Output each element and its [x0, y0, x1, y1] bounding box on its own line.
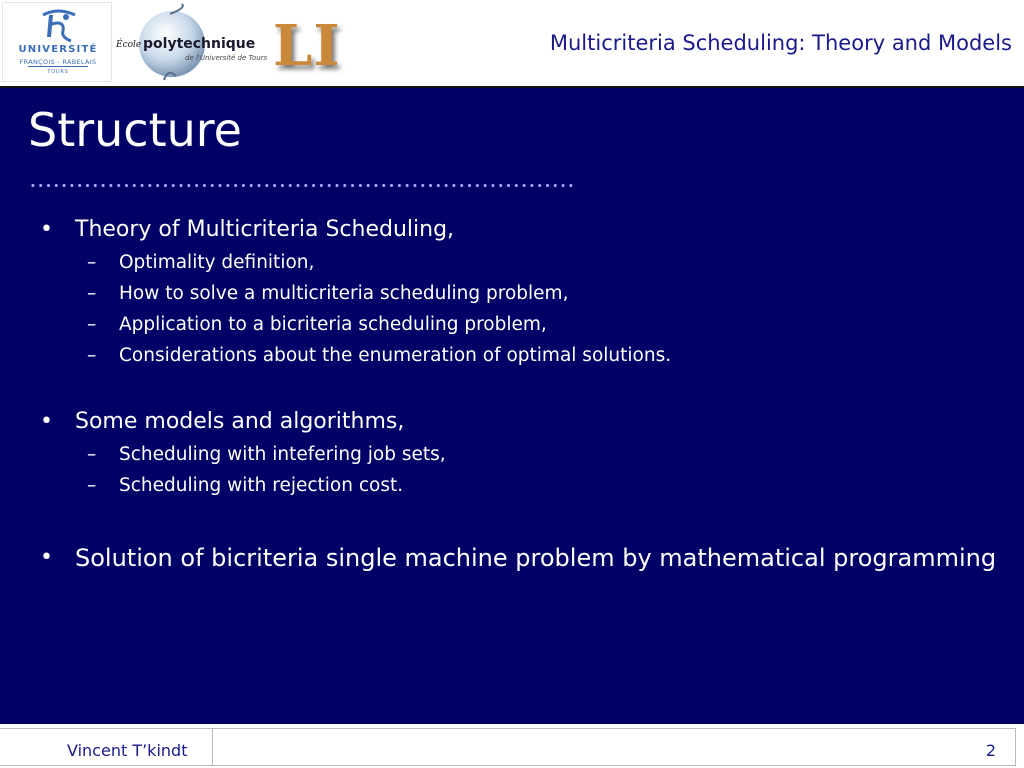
sub-item	[75, 340, 998, 371]
footer-author: Vincent T’kindt	[67, 741, 188, 760]
bullet-item	[38, 543, 998, 575]
polytechnique-name: polytechnique	[143, 36, 256, 52]
bullet-dot-icon: •	[40, 409, 53, 434]
sub-item-text: Scheduling with rejection cost.	[119, 475, 404, 496]
slide-body	[0, 88, 1024, 724]
page-number: 2	[985, 741, 996, 760]
university-subtitle: FRANÇOIS - RABELAIS	[19, 58, 97, 66]
sub-item-text: Application to a bicriteria scheduling problem,	[119, 314, 547, 335]
university-name: UNIVERSITÉ	[18, 44, 98, 55]
footer-divider	[212, 728, 213, 766]
sub-list	[75, 439, 998, 501]
li-logo	[273, 10, 359, 82]
polytechnique-logo	[112, 2, 272, 82]
bullet-item	[38, 215, 998, 371]
university-divider	[28, 66, 88, 67]
sub-item-text: Considerations about the enumeration of optimal solutions.	[119, 345, 672, 366]
sub-item	[75, 278, 998, 309]
slide-title: Structure	[28, 103, 242, 157]
sub-item	[75, 439, 998, 470]
university-logo	[2, 2, 112, 82]
dash-icon: –	[87, 252, 97, 273]
bullet-dot-icon: •	[40, 545, 53, 570]
sub-list	[75, 247, 998, 371]
bullet-text: Some models and algorithms,	[75, 409, 405, 434]
sub-item-text: Scheduling with intefering job sets,	[119, 444, 446, 465]
sub-item	[75, 247, 998, 278]
bullet-text: Solution of bicriteria single machine problem by mathematical programming	[75, 544, 997, 572]
sub-item-text: How to solve a multicriteria scheduling problem,	[119, 283, 569, 304]
slide-footer	[0, 724, 1024, 768]
dash-icon: –	[87, 345, 97, 366]
slide-header	[0, 0, 1024, 88]
bullet-list	[38, 215, 998, 575]
dash-icon: –	[87, 283, 97, 304]
sub-item-text: Optimality definition,	[119, 252, 315, 273]
bullet-item	[38, 407, 998, 501]
bullet-dot-icon: •	[40, 217, 53, 242]
bullet-text: Theory of Multicriteria Scheduling,	[75, 217, 455, 242]
dotted-divider	[29, 183, 574, 188]
dash-icon: –	[87, 475, 97, 496]
sub-item	[75, 470, 998, 501]
sub-item	[75, 309, 998, 340]
university-emblem-icon	[3, 3, 113, 45]
dash-icon: –	[87, 314, 97, 335]
polytechnique-prefix: École	[116, 40, 142, 50]
university-city: TOURS	[47, 69, 69, 75]
polytechnique-subtitle: de l'Université de Tours	[185, 54, 268, 62]
presentation-title: Multicriteria Scheduling: Theory and Models	[549, 31, 1012, 55]
dash-icon: –	[87, 444, 97, 465]
li-logo-text: LI	[273, 13, 341, 79]
